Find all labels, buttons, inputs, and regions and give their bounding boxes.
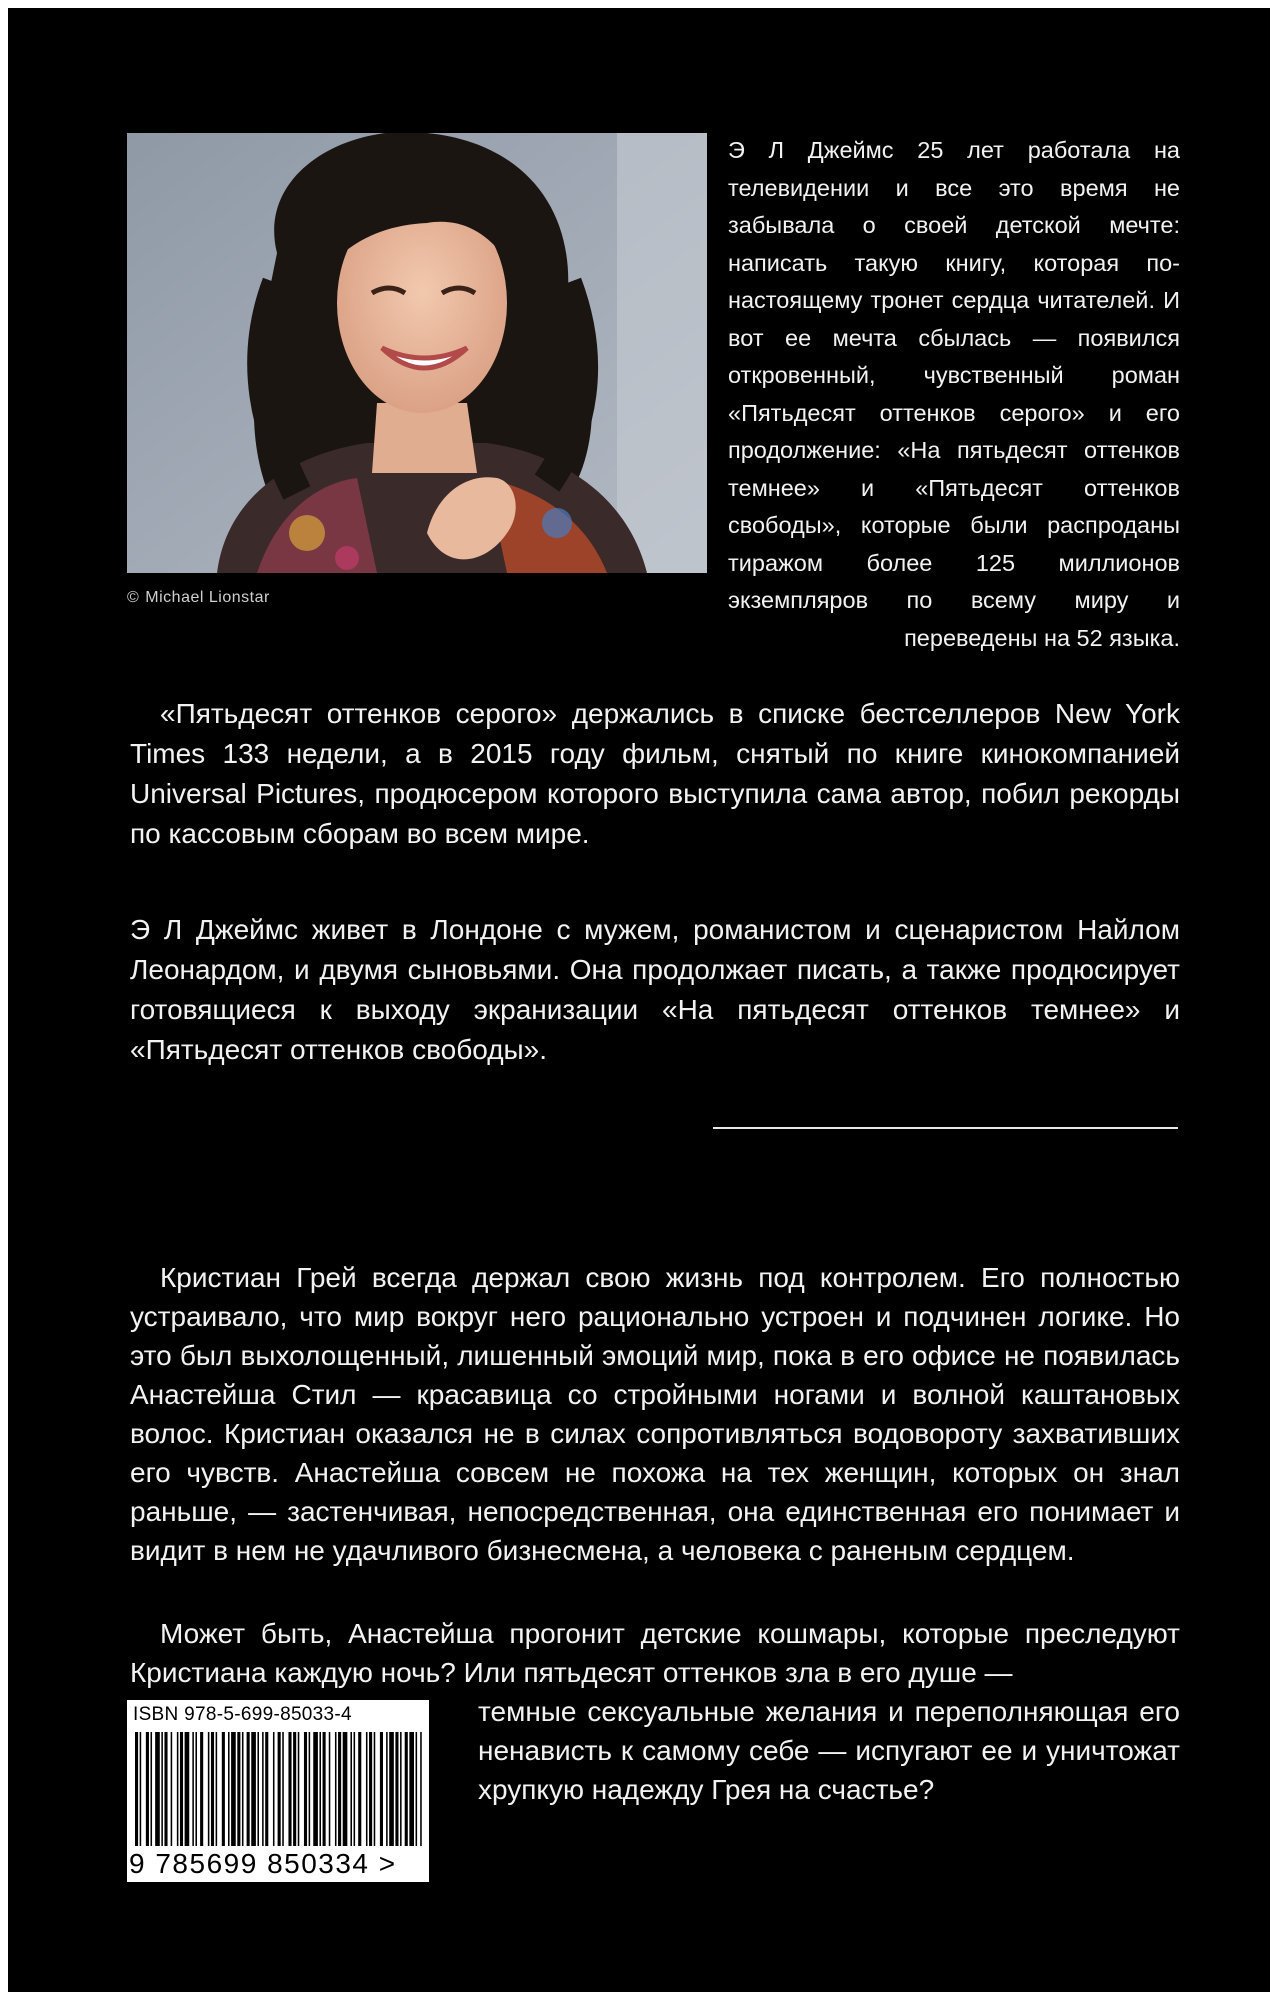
isbn-barcode [127,1700,429,1882]
author-bio-paragraph-2: Э Л Джеймс живет в Лондоне с мужем, романистом и сценаристом Найлом Леонардом, и двумя сыновьями. Она продолжает писать, а также продюсирует готовящиеся к выходу экранизации «На пятьдесят оттенков темнее» и «Пятьдесят оттенков свободы». [130,914,1180,1065]
book-back-cover [8,8,1270,1992]
annotation-paragraph-1: Кристиан Грей всегда держал свою жизнь под контролем. Его полностью устраивало, что мир вокруг него рационально устроен и подчинен логике. Но это был выхолощенный, лишенный эмоций мир, пока в его офисе не появилась Анастейша Стил — красавица со стройными ногами и волной каштановых волос. Кристиан оказался не в силах сопротивляться водовороту захвативших его чувств. Анастейша совсем не похожа на тех женщин, которых он знал раньше, — застенчивая, непосредственная, она единственная его понимает и видит в нем не удачливого бизнесмена, а человека с раненым сердцем. [130,1262,1180,1566]
copyright-symbol: © [127,589,140,606]
barcode-bars [133,1732,423,1846]
photo-credit [127,589,270,607]
author-photo [127,133,707,573]
annotation-paragraph-2-end: темные сексуальные желания и переполняющая его ненависть к самому себе — испугают ее и уничтожат хрупкую надежду Грея на счастье? [478,1696,1180,1805]
annotation-paragraph-2-start: Может быть, Анастейша прогонит детские кошмары, которые преследуют Кристиана каждую ночь? Или пятьдесят оттенков зла в его душе — [130,1618,1180,1688]
barcode-digits: 9 785699 850334 > [129,1848,397,1879]
author-bio-paragraph-1: «Пятьдесят оттенков серого» держались в списке бестселлеров New York Times 133 недели, а в 2015 году фильм, снятый по книге кинокомпанией Universal Pictures, продюсером которого выступила сама автор, побил рекорды по кассовым сборам во всем мире. [130,698,1180,849]
isbn-label: ISBN 978-5-699-85033-4 [133,1704,352,1725]
author-bio-side-text: Э Л Джеймс 25 лет работала на телевидении и все это время не забывала о своей детской мечте: написать такую книгу, которая по-настоящему тронет сердца читателей. И вот ее мечта сбылась — появился откровенный, чувственный роман «Пятьдесят оттенков серого» и его продолжение: «На пятьдесят оттенков темнее» и «Пятьдесят оттенков свободы», которые были распроданы тиражом более 125 миллионов экземпляров по всему миру и переведены на 52 языка. [728,137,1180,651]
photo-credit-name: Michael Lionstar [145,589,270,606]
section-divider [713,1127,1178,1129]
